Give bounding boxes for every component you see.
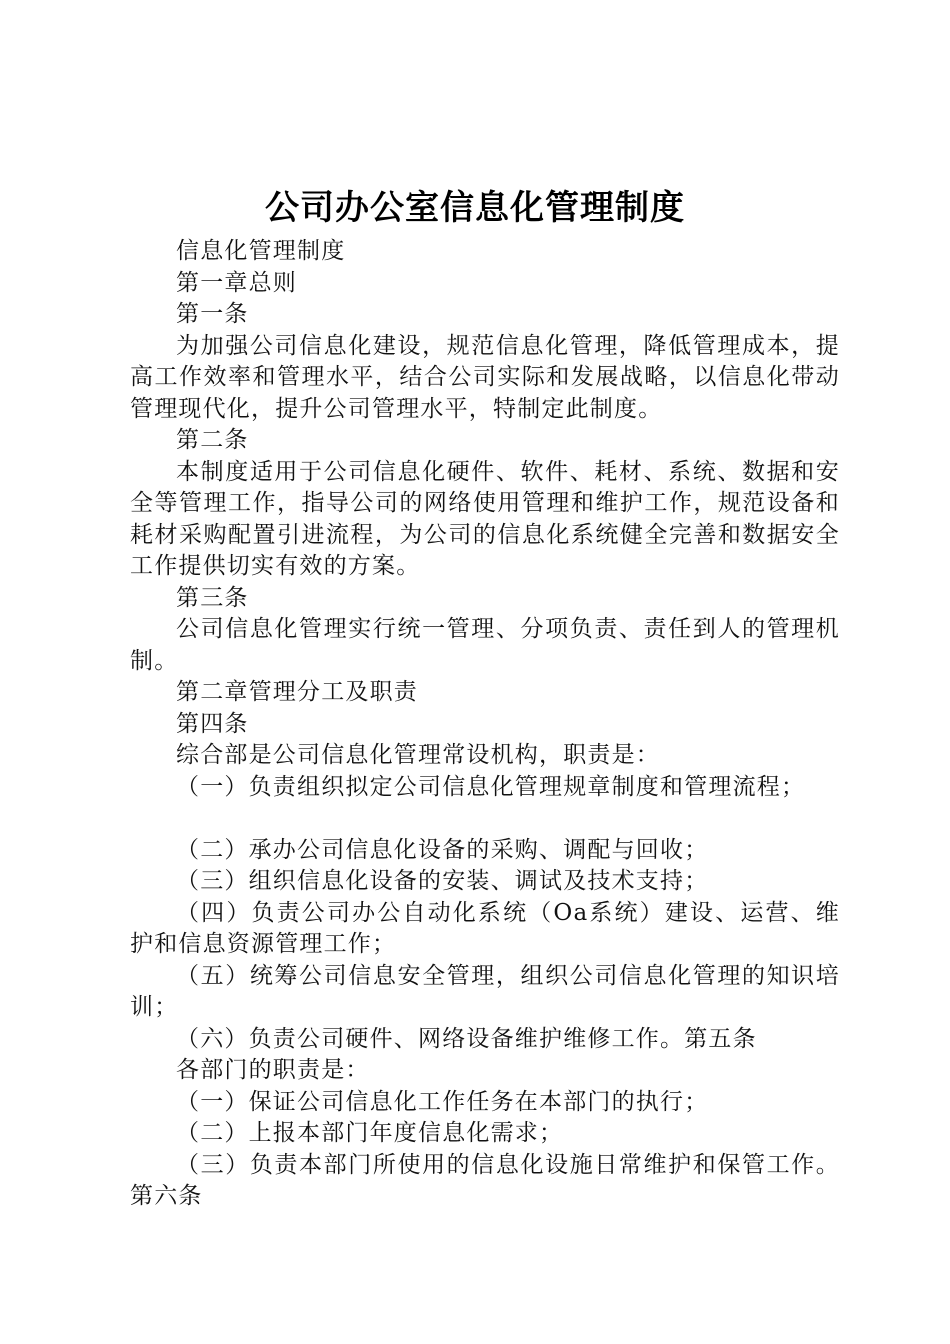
paragraph-article-1-text: 为加强公司信息化建设，规范信息化管理，降低管理成本，提高工作效率和管理水平，结合公司实际和发展战略，以信息化带动管理现代化，提升公司管理水平，特制定此制度。 [130,332,840,422]
document-title: 公司办公室信息化管理制度 [265,188,685,228]
paragraph-article-4: 第四条 [176,710,249,737]
list-item-4-3: （三）组织信息化设备的安装、调试及技术支持； [176,868,709,894]
paragraph-article-2-text: 本制度适用于公司信息化硬件、软件、耗材、系统、数据和安全等管理工作，指导公司的网络使用管理和维护工作，规范设备和耗材采购配置引进流程，为公司的信息化系统健全完善和数据安全工作提供切实有效的方案。 [130,458,840,579]
document-body [130,236,840,1213]
paragraph-article-3: 第三条 [176,584,249,611]
list-item-5-1: （一）保证公司信息化工作任务在本部门的执行； [176,1088,709,1115]
list-item-5-3: （三）负责本部门所使用的信息化设施日常维护和保管工作。第六条 [130,1151,840,1209]
paragraph-chapter-1: 第一章总则 [176,269,297,296]
paragraph-chapter-2: 第二章管理分工及职责 [176,679,418,705]
list-item-4-5: （五）统筹公司信息安全管理，组织公司信息化管理的知识培训； [130,962,840,1020]
list-item-4-6: （六）负责公司硬件、网络设备维护维修工作。第五条 [176,1025,757,1052]
paragraph-article-5-intro: 各部门的职责是： [176,1057,370,1083]
list-item-4-1: （一）负责组织拟定公司信息化管理规章制度和管理流程； [176,773,806,800]
paragraph-article-3-text: 公司信息化管理实行统一管理、分项负责、责任到人的管理机制。 [130,616,840,674]
paragraph-article-4-intro: 综合部是公司信息化管理常设机构，职责是： [176,742,660,768]
list-item-4-4: （四）负责公司办公自动化系统（Oa系统）建设、运营、维护和信息资源管理工作； [130,899,840,957]
paragraph-article-2: 第二条 [176,427,249,453]
paragraph-article-1: 第一条 [176,301,249,327]
paragraph-subtitle: 信息化管理制度 [176,238,346,264]
list-item-5-2: （二）上报本部门年度信息化需求； [176,1120,564,1146]
list-item-4-2: （二）承办公司信息化设备的采购、调配与回收； [176,836,709,863]
